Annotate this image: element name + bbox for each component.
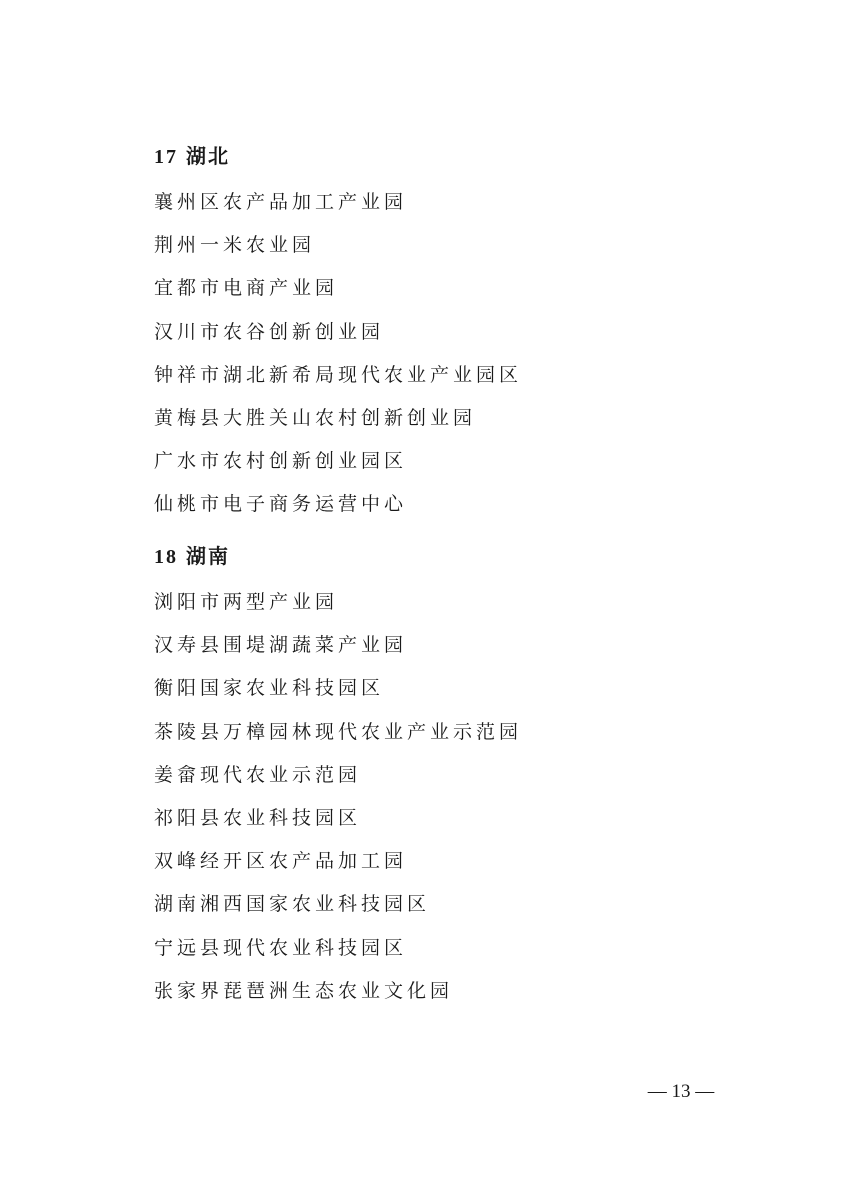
list-item: 衡阳国家农业科技园区 — [154, 677, 385, 700]
section-hubei — [154, 138, 754, 527]
section-title: 湖北 — [186, 144, 230, 168]
list-item: 汉川市农谷创新创业园 — [154, 320, 385, 343]
section-title: 湖南 — [186, 544, 230, 568]
list-item: 宁远县现代农业科技园区 — [154, 936, 408, 959]
list-item: 湖南湘西国家农业科技园区 — [154, 893, 431, 916]
list-item: 张家界琵琶洲生态农业文化园 — [154, 979, 454, 1002]
list-item: 汉寿县围堤湖蔬菜产业园 — [154, 634, 408, 657]
list-item: 双峰经开区农产品加工园 — [154, 850, 408, 873]
list-item: 黄梅县大胜关山农村创新创业园 — [154, 406, 477, 429]
section-heading — [154, 138, 754, 174]
item-list — [154, 181, 754, 527]
page-number: — 13 — — [647, 1081, 715, 1102]
list-item: 祁阳县农业科技园区 — [154, 806, 362, 829]
list-item: 钟祥市湖北新希局现代农业产业园区 — [154, 363, 523, 386]
item-list — [154, 581, 754, 1013]
list-item: 浏阳市两型产业园 — [154, 591, 339, 613]
list-item: 宜都市电商产业园 — [154, 277, 339, 300]
section-number: 18 — [154, 546, 178, 568]
list-item: 荆州一米农业园 — [154, 234, 316, 257]
section-heading — [154, 538, 754, 574]
section-hunan — [154, 538, 754, 1013]
list-item: 襄州区农产品加工产业园 — [154, 191, 408, 213]
list-item: 茶陵县万樟园林现代农业产业示范园 — [154, 720, 523, 743]
list-item: 广水市农村创新创业园区 — [154, 450, 408, 473]
section-number: 17 — [154, 146, 178, 168]
list-item: 姜畲现代农业示范园 — [154, 763, 362, 786]
list-item: 仙桃市电子商务运营中心 — [154, 493, 408, 516]
